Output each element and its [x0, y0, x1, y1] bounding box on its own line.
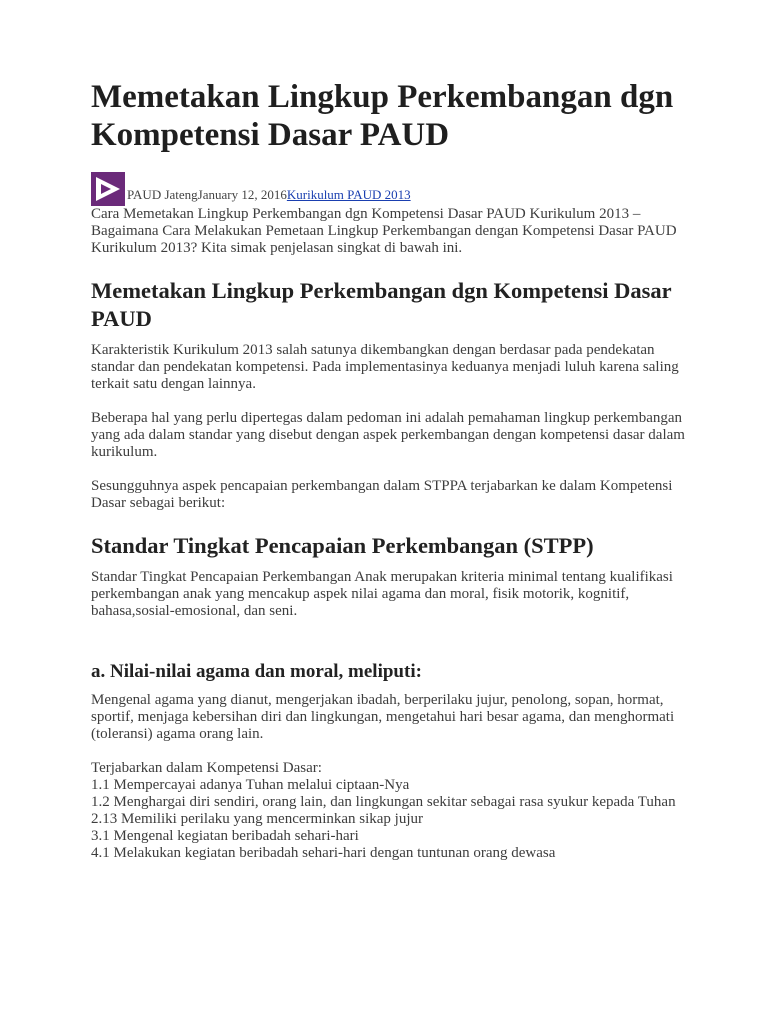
paragraph: Beberapa hal yang perlu dipertegas dalam pedoman ini adalah pemahaman lingkup perkembangan yang ada dalam standar yang disebut dengan aspek perkembangan dengan kompetensi dasar dalam kurikulum.: [91, 410, 685, 460]
play-arrow-logo-icon: [91, 172, 125, 206]
section-heading-stpp: Standar Tingkat Pencapaian Perkembangan (STPP): [91, 533, 594, 558]
intro-paragraph: Cara Memetakan Lingkup Perkembangan dgn Kompetensi Dasar PAUD Kurikulum 2013 –Bagaimana Cara Melakukan Pemetaan Lingkup Perkembangan dengan Kompetensi Dasar PAUD Kurikulum 2013? Kita simak penjelasan singkat di bawah ini.: [91, 206, 677, 256]
subsection-heading: a. Nilai-nilai agama dan moral, meliputi:: [91, 661, 422, 682]
article: [91, 78, 691, 862]
list-item: 2.13 Memiliki perilaku yang mencerminkan sikap jujur: [91, 811, 424, 827]
paragraph: Mengenal agama yang dianut, mengerjakan ibadah, berperilaku jujur, penolong, sopan, hormat, sportif, menjaga kebersihan diri dan lingkungan, mengetahui hari besar agama, dan menghormati (toleransi) agama orang lain.: [91, 692, 675, 742]
list-item: 1.2 Menghargai diri sendiri, orang lain, dan lingkungan sekitar sebagai rasa syukur kepada Tuhan: [91, 794, 676, 810]
post-meta: [91, 172, 691, 206]
paragraph: Karakteristik Kurikulum 2013 salah satunya dikembangkan dengan berdasar pada pendekatan standar dan pendekatan kompetensi. Pada implementasinya keduanya menjadi luluh karena saling terkait satu dengan lainnya.: [91, 342, 679, 392]
list-item: 1.1 Mempercayai adanya Tuhan melalui ciptaan-Nya: [91, 777, 410, 793]
list-item: 4.1 Melakukan kegiatan beribadah sehari-hari dengan tuntunan orang dewasa: [91, 845, 556, 861]
post-date: January 12, 2016: [197, 187, 287, 202]
list-intro: Terjabarkan dalam Kompetensi Dasar:: [91, 760, 322, 776]
competency-list: [91, 760, 691, 862]
author-name: PAUD Jateng: [127, 187, 198, 202]
page-title: Memetakan Lingkup Perkembangan dgn Kompetensi Dasar PAUD: [91, 79, 674, 153]
play-arrow-logo-icon[interactable]: [91, 172, 125, 206]
paragraph: Standar Tingkat Pencapaian Perkembangan Anak merupakan kriteria minimal tentang kualifikasi perkembangan anak yang mencakup aspek nilai agama dan moral, fisik motorik, kognitif, bahasa,sosial-emosional, dan seni.: [91, 569, 673, 619]
section-heading-mapping: Memetakan Lingkup Perkembangan dgn Kompetensi Dasar PAUD: [91, 278, 672, 331]
meta-line: [127, 187, 411, 203]
category-link[interactable]: Kurikulum PAUD 2013: [286, 187, 411, 202]
list-item: 3.1 Mengenal kegiatan beribadah sehari-hari: [91, 828, 359, 844]
paragraph: Sesungguhnya aspek pencapaian perkembangan dalam STPPA terjabarkan ke dalam Kompetensi Dasar sebagai berikut:: [91, 478, 673, 511]
